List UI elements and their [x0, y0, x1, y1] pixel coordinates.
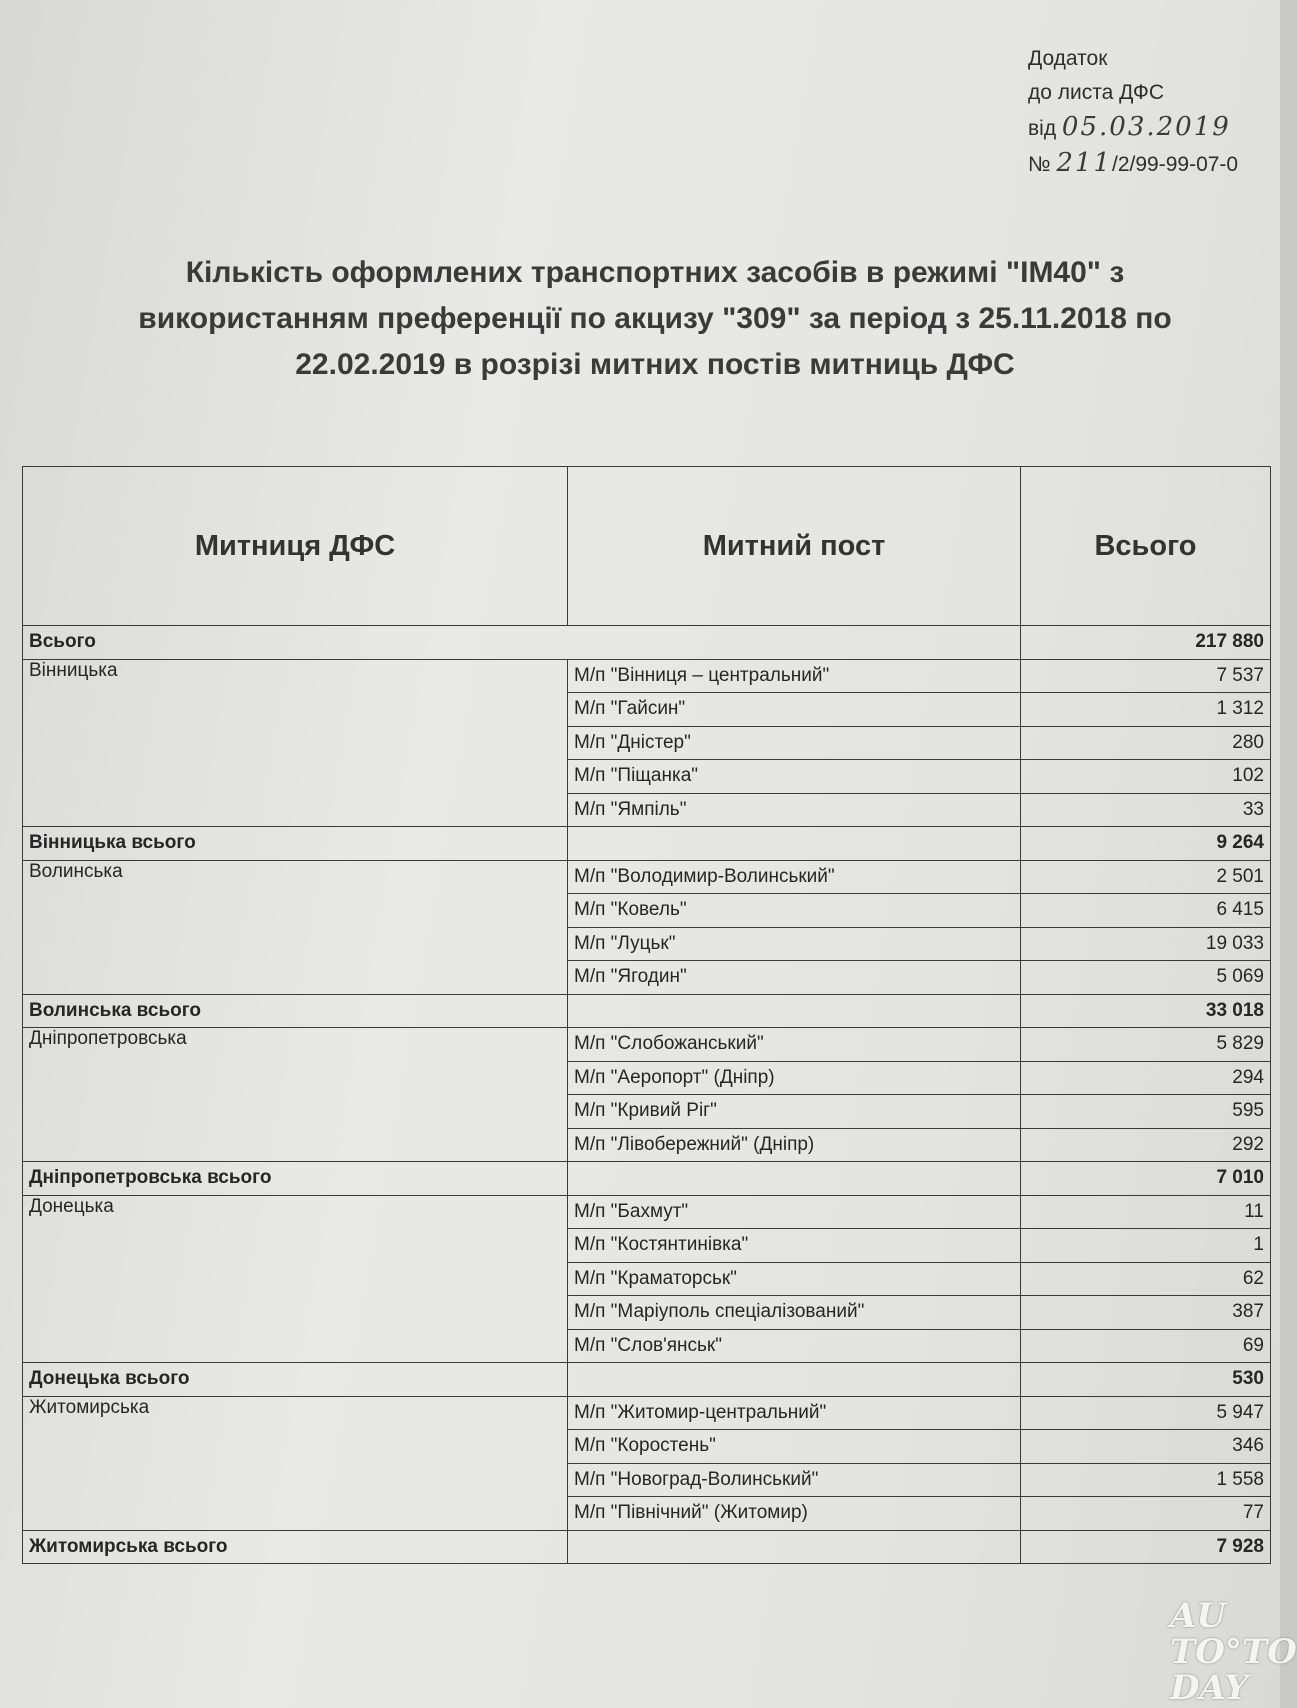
customs-name: Вінницька: [23, 659, 568, 827]
post-name: М/п "Аеропорт" (Дніпр): [568, 1061, 1021, 1095]
annex-date-prefix: від: [1028, 117, 1057, 140]
customs-total-empty: [568, 827, 1021, 861]
customs-total-row: [23, 827, 1271, 861]
customs-total-empty: [568, 1530, 1021, 1564]
grand-total-label: Всього: [23, 626, 1021, 660]
header-total: Всього: [1021, 467, 1271, 626]
customs-total-label: Житомирська всього: [23, 1530, 568, 1564]
post-value: 280: [1021, 726, 1271, 760]
customs-total-row: [23, 1363, 1271, 1397]
customs-total-label: Донецька всього: [23, 1363, 568, 1397]
post-value: 1: [1021, 1229, 1271, 1263]
post-name: М/п "Слов'янськ": [568, 1329, 1021, 1363]
table-row: [23, 860, 1271, 894]
post-value: 19 033: [1021, 927, 1271, 961]
customs-name: Донецька: [23, 1195, 568, 1363]
post-name: М/п "Краматорськ": [568, 1262, 1021, 1296]
annex-number-hand: 211: [1056, 148, 1113, 178]
header-customs: Митниця ДФС: [23, 467, 568, 626]
post-value: 387: [1021, 1296, 1271, 1330]
customs-total-value: 7 928: [1021, 1530, 1271, 1564]
customs-total-empty: [568, 1162, 1021, 1196]
post-value: 77: [1021, 1497, 1271, 1531]
customs-total-value: 33 018: [1021, 994, 1271, 1028]
annex-line2: до листа ДФС: [1028, 81, 1165, 104]
customs-total-value: 530: [1021, 1363, 1271, 1397]
annex-line1: Додаток: [1028, 47, 1108, 70]
customs-total-label: Дніпропетровська всього: [23, 1162, 568, 1196]
annex-number-suffix: /2/99-99-07-0: [1112, 153, 1239, 176]
post-name: М/п "Маріуполь спеціалізований": [568, 1296, 1021, 1330]
customs-name: Житомирська: [23, 1396, 568, 1530]
table-header-row: [23, 467, 1271, 626]
post-value: 62: [1021, 1262, 1271, 1296]
post-value: 294: [1021, 1061, 1271, 1095]
post-name: М/п "Вінниця – центральний": [568, 659, 1021, 693]
customs-total-row: [23, 994, 1271, 1028]
post-name: М/п "Ковель": [568, 894, 1021, 928]
customs-total-label: Вінницька всього: [23, 827, 568, 861]
post-name: М/п "Луцьк": [568, 927, 1021, 961]
post-value: 7 537: [1021, 659, 1271, 693]
post-value: 33: [1021, 793, 1271, 827]
customs-name: Дніпропетровська: [23, 1028, 568, 1162]
post-name: М/п "Північний" (Житомир): [568, 1497, 1021, 1531]
post-value: 346: [1021, 1430, 1271, 1464]
annex-date-value: 05.03.2019: [1061, 112, 1231, 142]
grand-total-value: 217 880: [1021, 626, 1271, 660]
post-value: 1 558: [1021, 1463, 1271, 1497]
customs-total-value: 7 010: [1021, 1162, 1271, 1196]
customs-total-label: Волинська всього: [23, 994, 568, 1028]
post-value: 595: [1021, 1095, 1271, 1129]
post-value: 11: [1021, 1195, 1271, 1229]
header-post: Митний пост: [568, 467, 1021, 626]
customs-total-row: [23, 1162, 1271, 1196]
watermark-line3: DAY: [1170, 1668, 1249, 1708]
post-value: 2 501: [1021, 860, 1271, 894]
customs-total-value: 9 264: [1021, 827, 1271, 861]
customs-total-row: [23, 1530, 1271, 1564]
post-name: М/п "Костянтинівка": [568, 1229, 1021, 1263]
post-name: М/п "Лівобережний" (Дніпр): [568, 1128, 1021, 1162]
post-name: М/п "Бахмут": [568, 1195, 1021, 1229]
customs-total-empty: [568, 1363, 1021, 1397]
watermark-line1: AU: [1170, 1596, 1227, 1636]
table-body: [23, 626, 1271, 1564]
table-row: [23, 1396, 1271, 1430]
post-name: М/п "Слобожанський": [568, 1028, 1021, 1062]
post-value: 5 069: [1021, 961, 1271, 995]
annex-number-prefix: №: [1028, 153, 1051, 176]
annex-number: [1028, 146, 1238, 182]
autotoday-watermark-logo: [1170, 1596, 1297, 1708]
document-title: Кількість оформлених транспортних засобів в режимі "ІМ40" з використанням преференції по акцизу "309" за період з 25.11.2018 по 22.02.2019 в розрізі митних постів митниць ДФС: [138, 256, 1172, 381]
post-value: 5 829: [1021, 1028, 1271, 1062]
post-name: М/п "Кривий Ріг": [568, 1095, 1021, 1129]
post-name: М/п "Гайсин": [568, 693, 1021, 727]
post-value: 69: [1021, 1329, 1271, 1363]
post-value: 292: [1021, 1128, 1271, 1162]
post-name: М/п "Житомир-центральний": [568, 1396, 1021, 1430]
post-value: 102: [1021, 760, 1271, 794]
grand-total-row: [23, 626, 1271, 660]
customs-table: [22, 466, 1271, 1564]
post-name: М/п "Піщанка": [568, 760, 1021, 794]
table-row: [23, 659, 1271, 693]
customs-total-empty: [568, 994, 1021, 1028]
table-row: [23, 1028, 1271, 1062]
post-name: М/п "Коростень": [568, 1430, 1021, 1464]
post-value: 1 312: [1021, 693, 1271, 727]
post-name: М/п "Дністер": [568, 726, 1021, 760]
post-value: 5 947: [1021, 1396, 1271, 1430]
post-name: М/п "Ямпіль": [568, 793, 1021, 827]
post-name: М/п "Ягодин": [568, 961, 1021, 995]
post-value: 6 415: [1021, 894, 1271, 928]
watermark-line2: TO°TO: [1170, 1632, 1297, 1672]
annex-block: [1028, 42, 1238, 182]
post-name: М/п "Новоград-Волинський": [568, 1463, 1021, 1497]
annex-date: [1028, 110, 1238, 146]
post-name: М/п "Володимир-Волинський": [568, 860, 1021, 894]
customs-name: Волинська: [23, 860, 568, 994]
table-row: [23, 1195, 1271, 1229]
